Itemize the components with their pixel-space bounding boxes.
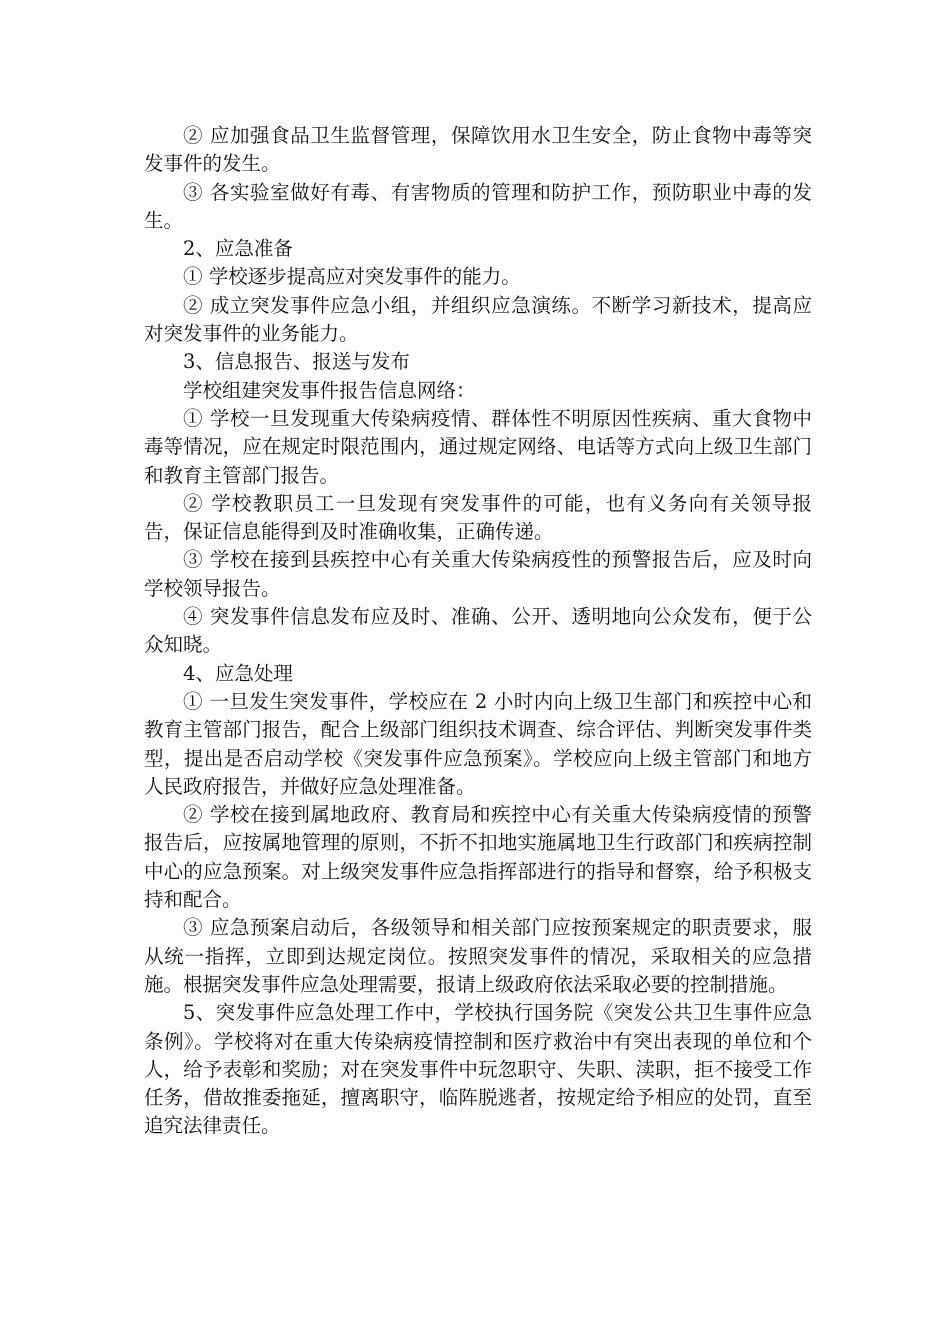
section-heading-information-reporting: 3、信息报告、报送与发布 xyxy=(183,350,410,374)
paragraph-plan-activation: ③ 应急预案启动后，各级领导和相关部门应按预案规定的职责要求，服从统一指挥，立即到达规定岗位。按照突发事件的情况，采取相关的应急措施。根据突发事件应急处理需要，报请上级政府依法采取必要的控制措施。 xyxy=(144,916,812,996)
paragraph-report-outbreak: ① 学校一旦发现重大传染病疫情、群体性不明原因性疾病、重大食物中毒等情况，应在规定时限范围内，通过规定网络、电话等方式向上级卫生部门和教育主管部门报告。 xyxy=(144,406,812,487)
paragraph-public-release: ④ 突发事件信息发布应及时、准确、公开、透明地向公众发布，便于公众知晓。 xyxy=(144,605,812,657)
document-body xyxy=(144,122,812,1141)
paragraph-improve-capability: ① 学校逐步提高应对突发事件的能力。 xyxy=(183,265,521,289)
paragraph-staff-duty: ② 学校教职员工一旦发现有突发事件的可能，也有义务向有关领导报告，保证信息能得到及时准确收集，正确传递。 xyxy=(144,491,812,544)
paragraph-territorial-management: ② 学校在接到属地政府、教育局和疾控中心有关重大传染病疫情的预警报告后，应按属地管理的原则，不折不扣地实施属地卫生行政部门和疾病控制中心的应急预案。对上级突发事件应急指挥部进行的指导和督察，给予积极支持和配合。 xyxy=(144,803,812,912)
section-heading-emergency-handling: 4、应急处理 xyxy=(183,661,293,685)
paragraph-emergency-team: ② 成立突发事件应急小组，并组织应急演练。不断学习新技术，提高应对突发事件的业务能力。 xyxy=(144,293,812,346)
paragraph-two-hour-report: ① 一旦发生突发事件，学校应在 2 小时内向上级卫生部门和疾控中心和教育主管部门报告，配合上级部门组织技术调查、综合评估、判断突发事件类型，提出是否启动学校《突发事件应急预案》。学校应向上级主管部门和地方人民政府报告，并做好应急处理准备。 xyxy=(144,689,812,798)
paragraph-reporting-network: 学校组建突发事件报告信息网络： xyxy=(183,378,476,402)
paragraph-warning-report: ③ 学校在接到县疾控中心有关重大传染病疫性的预警报告后，应及时向学校领导报告。 xyxy=(144,548,812,600)
paragraph-lab-safety: ③ 各实验室做好有毒、有害物质的管理和防护工作，预防职业中毒的发生。 xyxy=(144,180,812,232)
paragraph-food-hygiene: ② 应加强食品卫生监督管理，保障饮用水卫生安全，防止食物中毒等突发事件的发生。 xyxy=(144,124,812,176)
section-heading-emergency-preparation: 2、应急准备 xyxy=(183,237,293,261)
paragraph-rewards-penalties: 5、突发事件应急处理工作中，学校执行国务院《突发公共卫生事件应急条例》。学校将对在重大传染病疫情控制和医疗救治中有突出表现的单位和个人，给予表彰和奖励；对在突发事件中玩忽职守、失职、渎职，拒不接受工作任务，借故推委拖延，擅离职守，临阵脱逃者，按规定给予相应的处罚，直至追究法律责任。 xyxy=(144,1001,812,1138)
